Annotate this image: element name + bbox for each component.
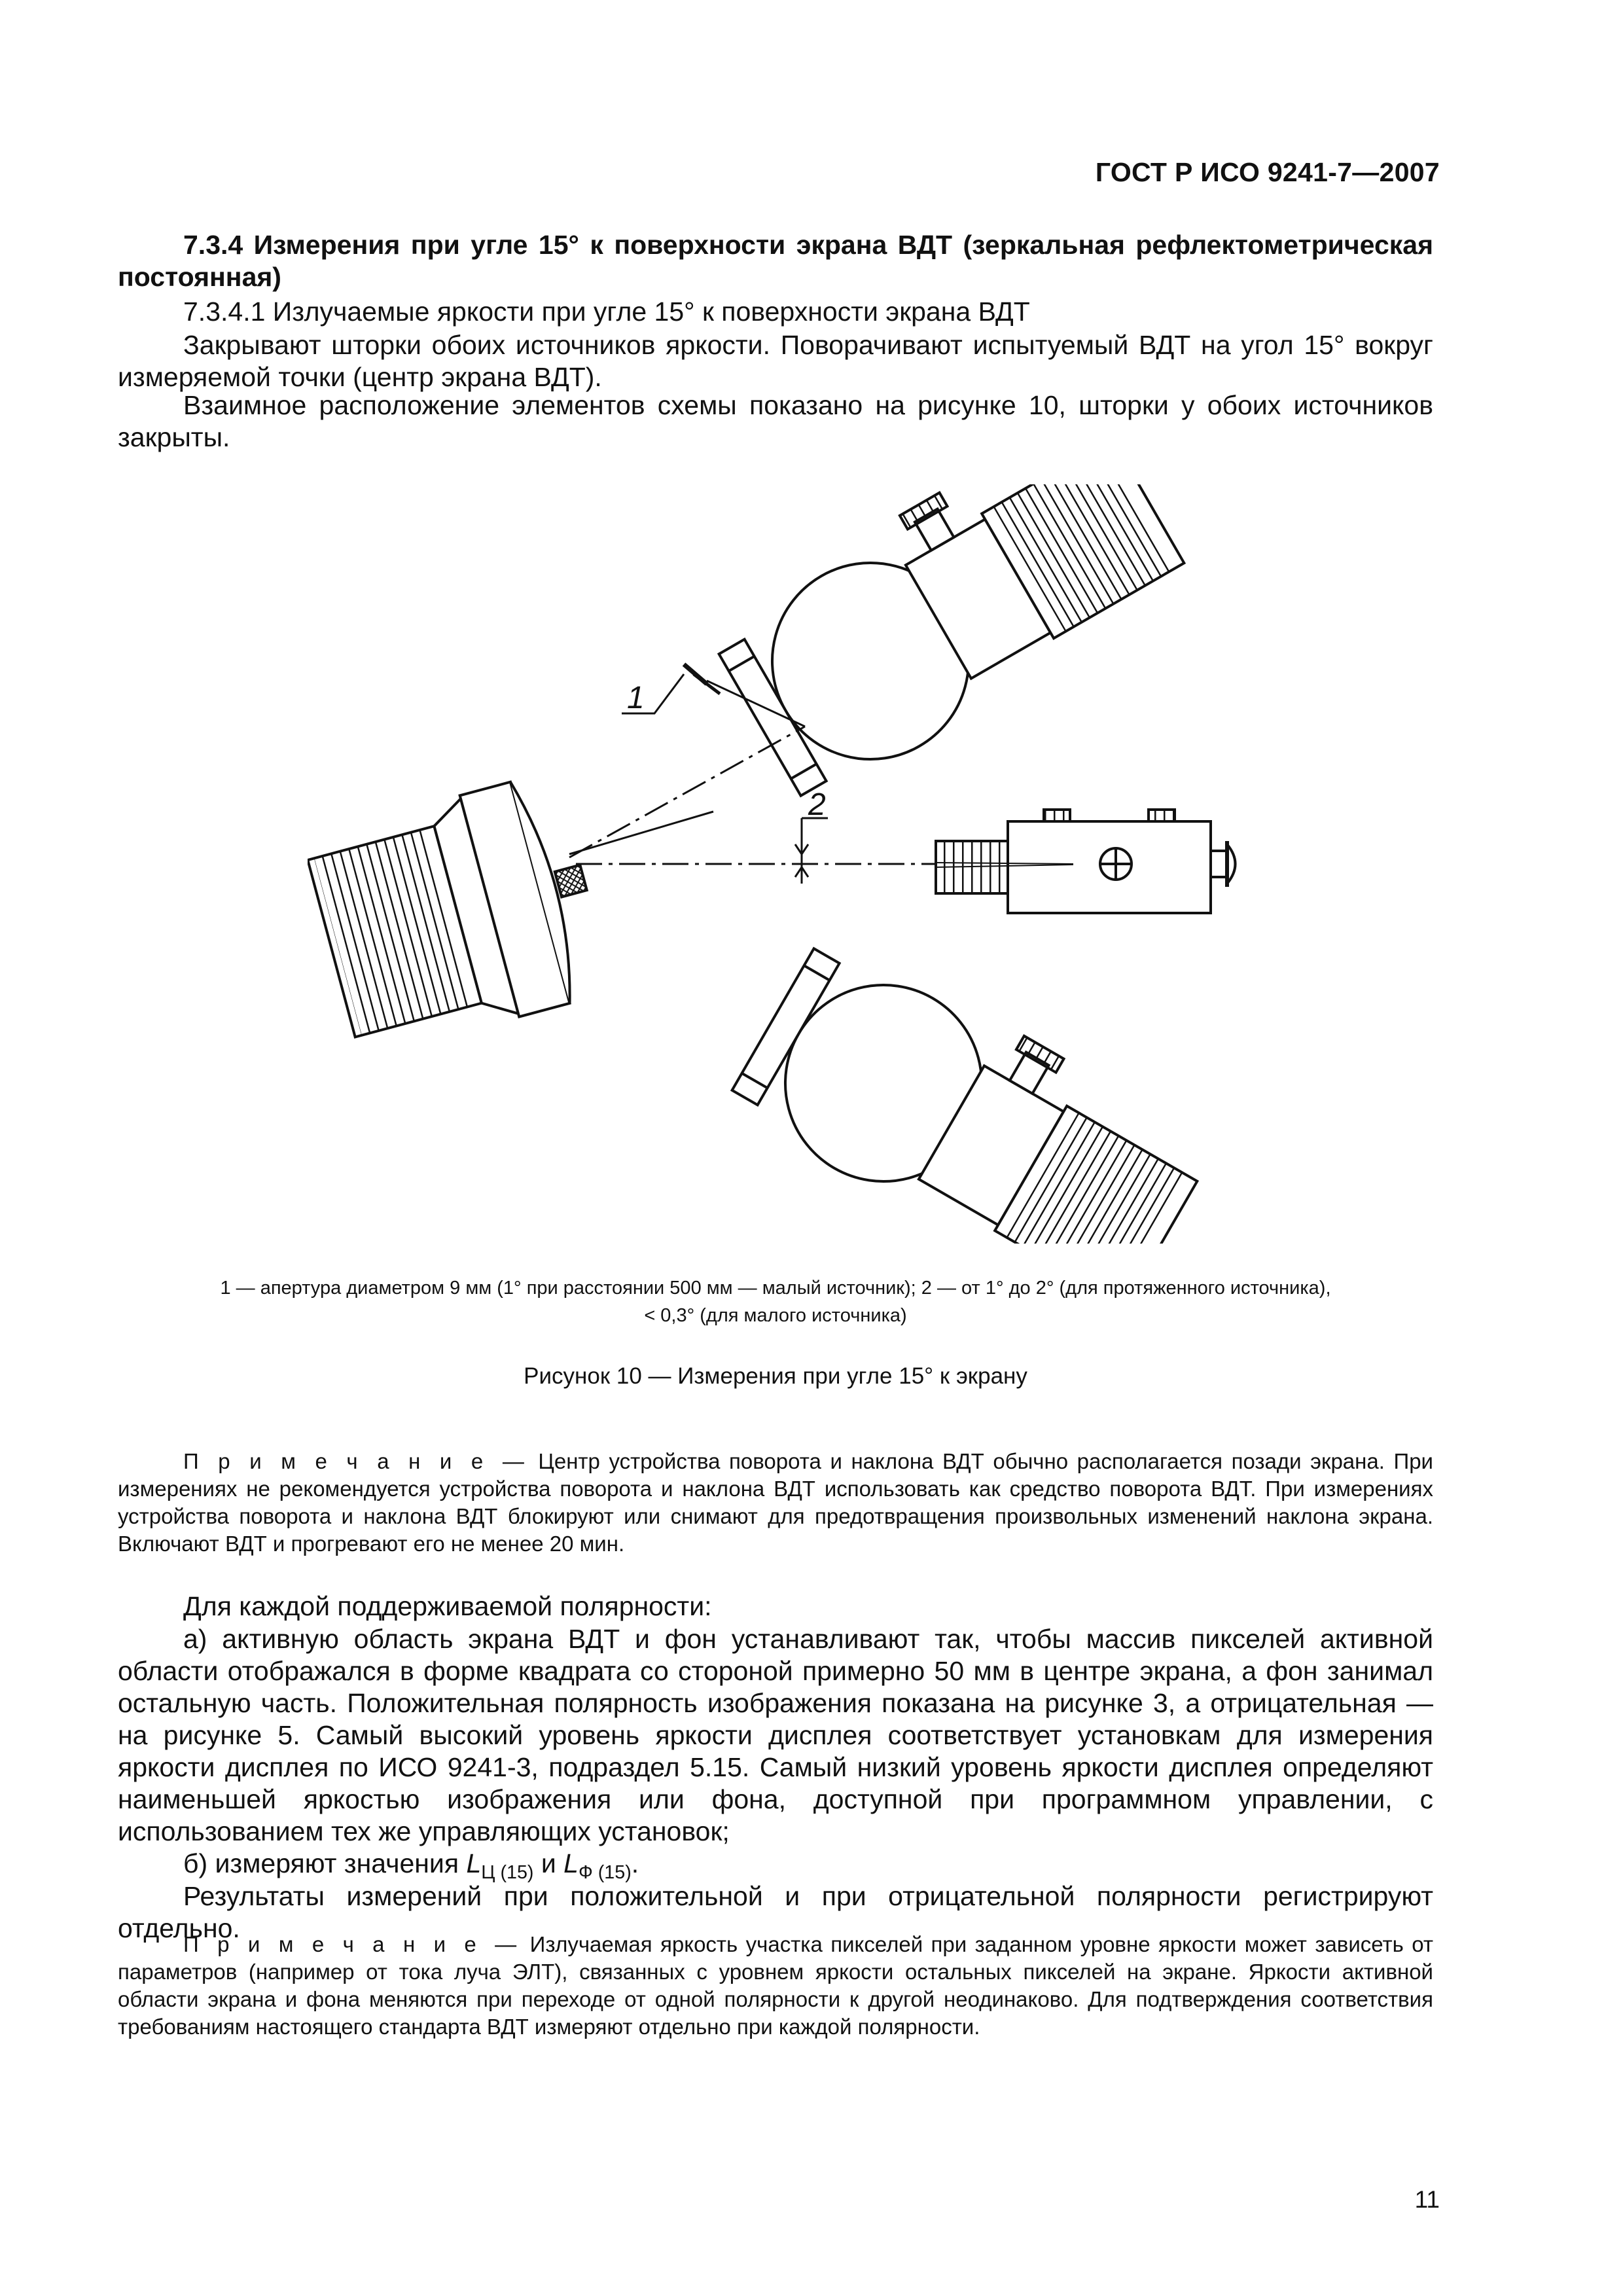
- figure-label-2: 2: [808, 787, 826, 822]
- document-header: ГОСТ Р ИСО 9241-7—2007: [1095, 157, 1440, 187]
- upper-light-source: [704, 484, 1197, 810]
- note-1-text: Центр устройства поворота и наклона ВДТ обычно располагается позади экрана. При измерениях не рекомендуется устройства поворота и наклона ВДТ использовать как средство поворота ВДТ. При измерениях устройства поворота и наклона ВДТ блокируют или снимают для предотвращения произвольных изменений наклона экрана. Включают ВДТ и прогревают его не менее 20 мин.: [118, 1449, 1433, 1556]
- page-number: 11: [1414, 2186, 1440, 2213]
- paragraph-2: Взаимное расположение элементов схемы показано на рисунке 10, шторки у обоих источников закрыты.: [118, 390, 1433, 452]
- item-b-end: .: [631, 1848, 639, 1878]
- lower-light-source: [724, 923, 1217, 1244]
- item-b-prefix: б) измеряют значения: [183, 1848, 459, 1878]
- vdt-display: [308, 770, 614, 1060]
- item-b-subscript-1: Ц (15): [481, 1862, 534, 1884]
- note-2: [118, 1931, 1433, 2041]
- figure-10-diagram: [308, 484, 1263, 1244]
- ray-side: [569, 812, 713, 854]
- item-b-and: и: [533, 1848, 564, 1878]
- item-b-subscript-2: Ф (15): [578, 1862, 632, 1884]
- note-1-label: П р и м е ч а н и е —: [183, 1449, 529, 1473]
- note-2-text: Излучаемая яркость участка пикселей при заданном уровне яркости может зависеть от параметров (например от тока луча ЭЛТ), связанных с уровнем яркости остальных пикселей на экране. Яркости активной области экрана и фона меняются при переходе от одной полярности к другой неодинаково. Для подтверждения соответствия требованиям настоящего стандарта ВДТ измеряют отдельно при каждой полярности.: [118, 1932, 1433, 2039]
- note-2-label: П р и м е ч а н и е —: [183, 1932, 522, 1956]
- figure-label-1: 1: [627, 681, 645, 715]
- paragraph-4: Результаты измерений при положительной и при отрицательной полярности регистрируют отдельно.: [118, 1881, 1433, 1943]
- sub-heading: 7.3.4.1 Излучаемые яркости при угле 15° к поверхности экрана ВДТ: [183, 296, 1030, 327]
- paragraph-3: Для каждой поддерживаемой полярности:: [183, 1591, 712, 1621]
- figure-title: Рисунок 10 — Измерения при угле 15° к экрану: [524, 1363, 1027, 1389]
- photometer: [936, 810, 1236, 913]
- note-1: [118, 1448, 1433, 1558]
- item-b-symbol-2: L: [563, 1848, 579, 1878]
- list-item-a: а) активную область экрана ВДТ и фон устанавливают так, чтобы массив пикселей активной области отображался в форме квадрата со стороной примерно 50 мм в центре экрана, а фон занимал остальную часть. Положительная полярность изображения показана на рисунке 3, а отрицательная — на рисунке 5. Самый высокий уровень яркости дисплея соответствует установкам для измерения яркости дисплея по ИСО 9241-3, подраздел 5.15. Самый низкий уровень яркости дисплея определяют наименьшей яркостью изображения или фона, доступной при программном управлении, с использованием тех же управляющих установок;: [118, 1624, 1433, 1846]
- paragraph-1: Закрывают шторки обоих источников яркости. Поворачивают испытуемый ВДТ на угол 15° вокруг измеряемой точки (центр экрана ВДТ).: [118, 330, 1433, 392]
- ray-upper-source: [569, 726, 805, 857]
- item-b-symbol-1: L: [466, 1848, 482, 1878]
- figure-caption-line-1: 1 — апертура диаметром 9 мм (1° при расстоянии 500 мм — малый источник); 2 — от 1° до 2° (для протяженного источника),: [220, 1278, 1331, 1299]
- figure-caption-line-2: < 0,3° (для малого источника): [644, 1305, 907, 1326]
- section-heading: 7.3.4 Измерения при угле 15° к поверхности экрана ВДТ (зеркальная рефлектометрическая постоянная): [118, 230, 1433, 292]
